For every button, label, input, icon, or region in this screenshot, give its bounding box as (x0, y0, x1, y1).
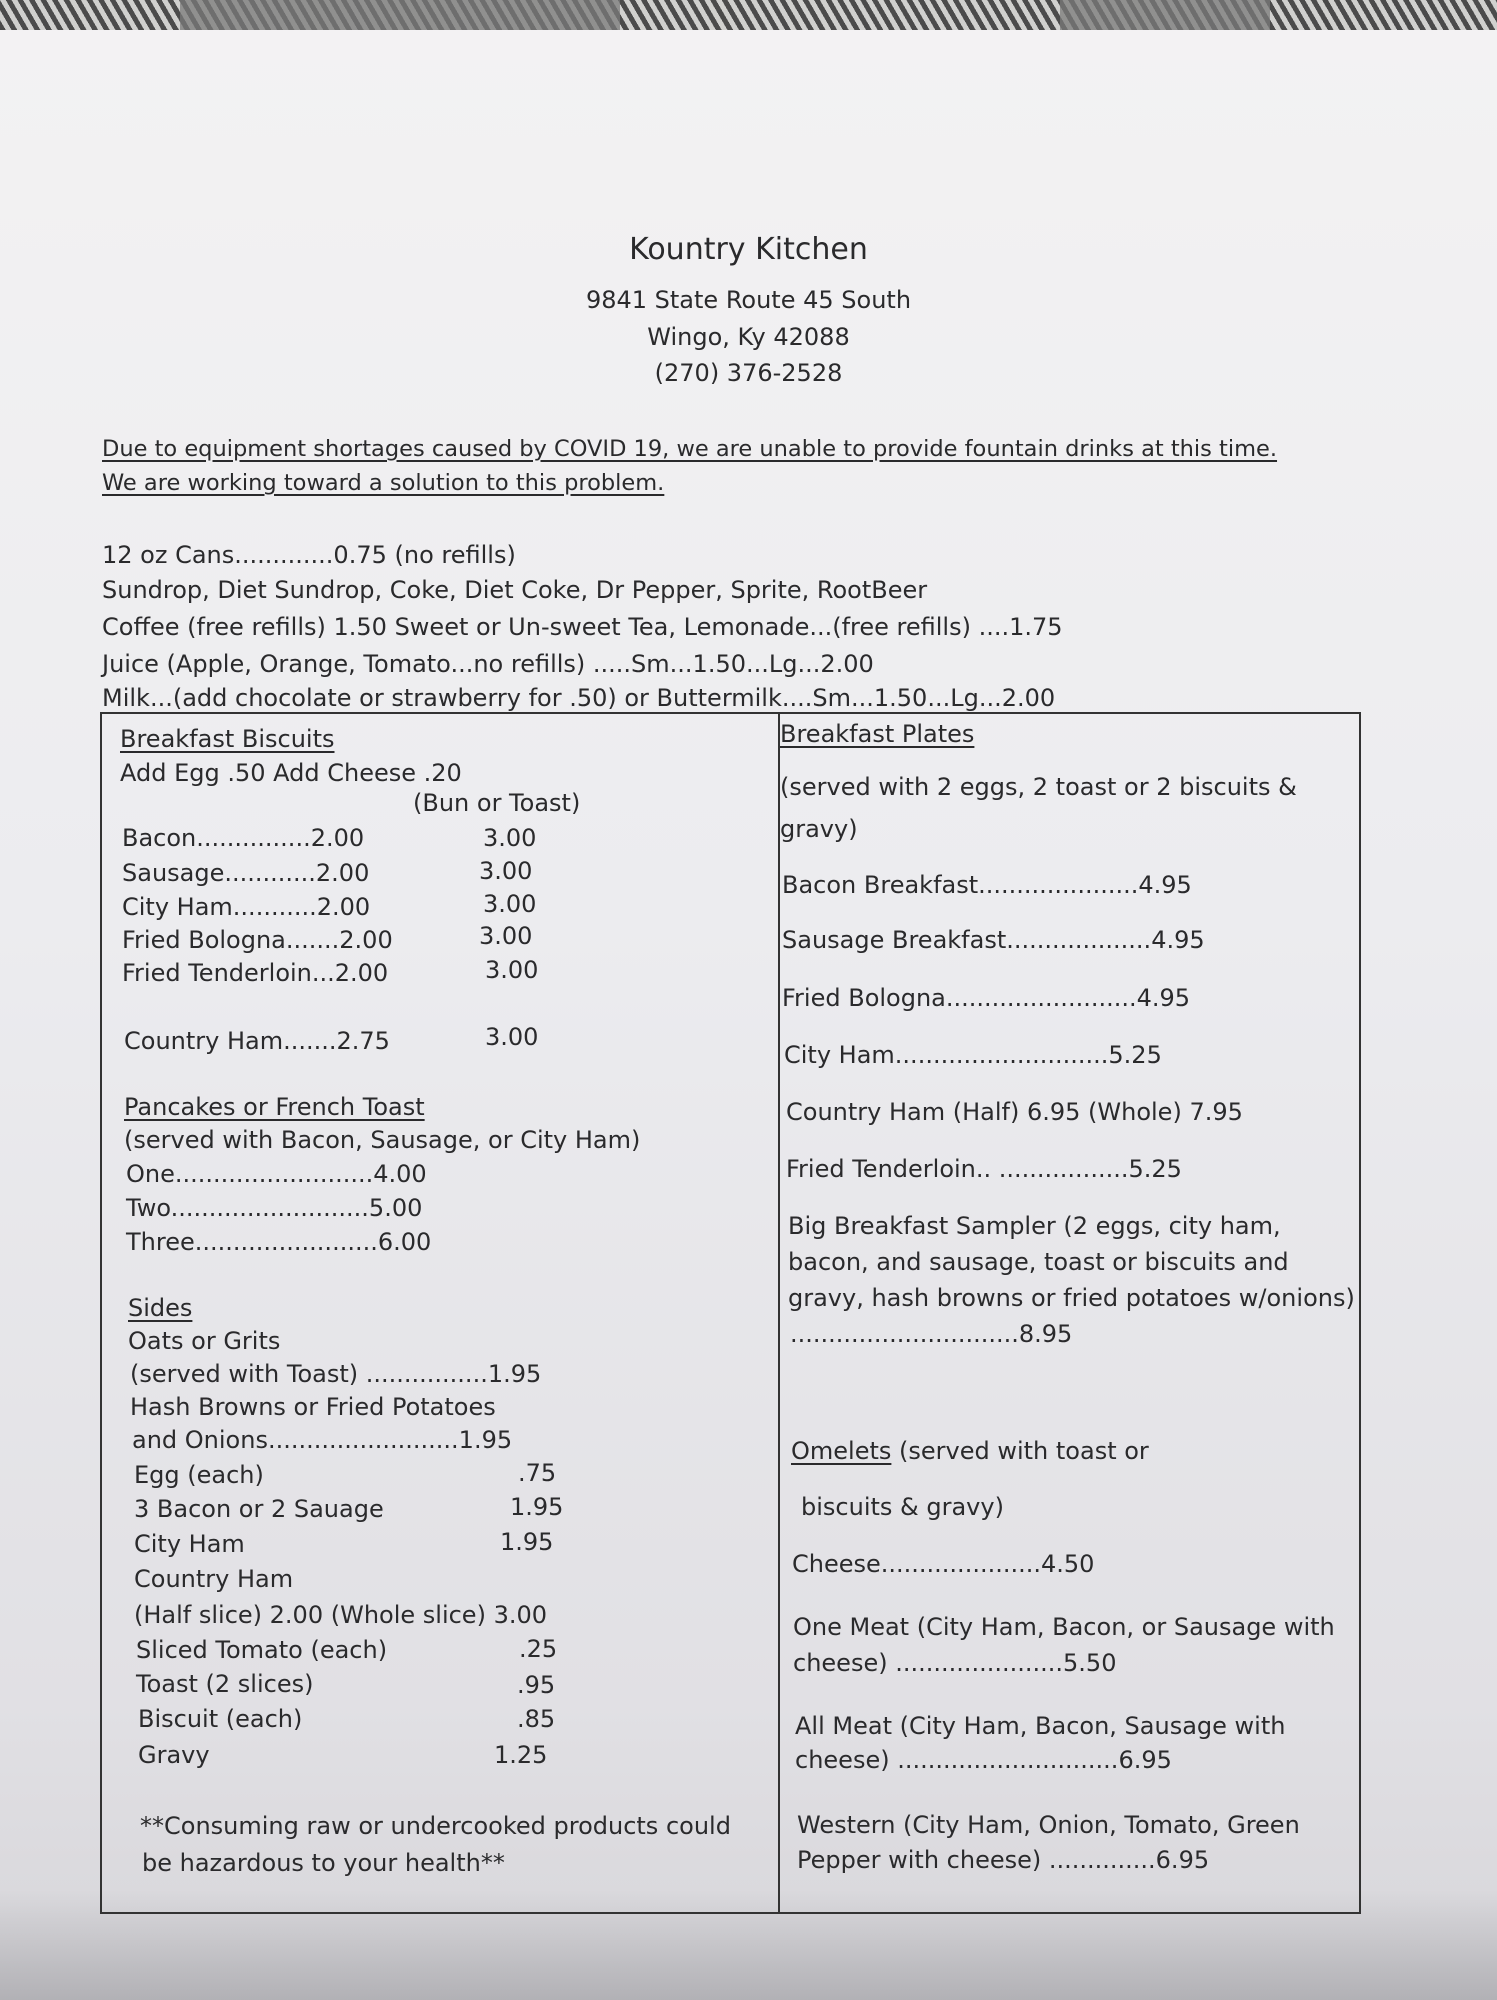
bun-or-toast-label: (Bun or Toast) (413, 789, 581, 817)
biscuit-item-alt-price: 3.00 (483, 890, 537, 918)
sides-line: Biscuit (each) (138, 1705, 303, 1733)
sampler-line2: bacon, and sausage, toast or biscuits and (788, 1248, 1289, 1276)
omelet-western-line1: Western (City Ham, Onion, Tomato, Green (797, 1811, 1300, 1839)
health-warning-line1: **Consuming raw or undercooked products could (140, 1812, 731, 1840)
pancake-item: One..........................4.00 (126, 1160, 427, 1188)
sides-price: .85 (517, 1705, 556, 1733)
breakfast-biscuits-heading: Breakfast Biscuits (120, 725, 335, 753)
sampler-line4: ..............................8.95 (790, 1320, 1073, 1348)
sampler-line3: gravy, hash browns or fried potatoes w/onions) (788, 1284, 1355, 1312)
sides-line: 3 Bacon or 2 Sauage (134, 1495, 384, 1523)
sides-price: 1.25 (494, 1741, 548, 1769)
pancake-item: Three........................6.00 (126, 1228, 432, 1256)
sides-line: Hash Browns or Fried Potatoes (130, 1393, 496, 1421)
street-address: 9841 State Route 45 South (585, 286, 912, 314)
plate-item: Bacon Breakfast.....................4.95 (782, 871, 1192, 899)
biscuit-item-alt-price: 3.00 (479, 922, 533, 950)
drinks-sodas: Sundrop, Diet Sundrop, Coke, Diet Coke, Dr Pepper, Sprite, RootBeer (102, 576, 928, 604)
plate-item: City Ham............................5.25 (784, 1041, 1162, 1069)
sides-line: Egg (each) (134, 1461, 264, 1489)
omelets-heading: Omelets (791, 1437, 892, 1465)
sides-line: Gravy (138, 1741, 210, 1769)
biscuit-item: Fried Bologna.......2.00 (122, 926, 393, 954)
sampler-line1: Big Breakfast Sampler (2 eggs, city ham, (788, 1212, 1281, 1240)
biscuit-item: Fried Tenderloin...2.00 (122, 959, 389, 987)
omelet-one-meat-line2: cheese) ......................5.50 (793, 1649, 1117, 1677)
biscuit-item: City Ham...........2.00 (122, 893, 371, 921)
biscuit-item: Bacon...............2.00 (122, 824, 365, 852)
biscuit-item-alt-price: 3.00 (483, 824, 537, 852)
biscuit-item-alt-price: 3.00 (485, 1023, 539, 1051)
biscuit-item-alt-price: 3.00 (479, 857, 533, 885)
pancakes-heading: Pancakes or French Toast (124, 1093, 425, 1121)
drinks-coffee-tea: Coffee (free refills) 1.50 Sweet or Un-sweet Tea, Lemonade...(free refills) ....1.75 (102, 613, 1063, 641)
omelet-western-line2: Pepper with cheese) ..............6.95 (797, 1846, 1210, 1874)
drinks-cans: 12 oz Cans.............0.75 (no refills) (102, 541, 516, 569)
sides-line: Oats or Grits (128, 1327, 281, 1355)
sides-line: (served with Toast) ................1.95 (130, 1360, 542, 1388)
pancake-item: Two..........................5.00 (126, 1194, 423, 1222)
restaurant-name: Kountry Kitchen (629, 232, 868, 267)
tablecloth-pattern (0, 0, 1497, 30)
health-warning-line2: be hazardous to your health** (142, 1849, 505, 1877)
covid-notice-line2: We are working toward a solution to this problem. (102, 470, 665, 496)
sides-line: Toast (2 slices) (136, 1670, 314, 1698)
sides-line: Country Ham (134, 1565, 294, 1593)
drinks-juice: Juice (Apple, Orange, Tomato...no refills) .....Sm...1.50...Lg...2.00 (102, 650, 874, 678)
omelet-all-meat-line2: cheese) .............................6.95 (795, 1746, 1172, 1774)
plate-item: Sausage Breakfast...................4.95 (782, 926, 1205, 954)
omelets-note-line2: biscuits & gravy) (801, 1493, 1004, 1521)
sides-price: .75 (518, 1459, 557, 1487)
omelets-note-line1: (served with toast or (891, 1437, 1149, 1465)
sides-line: Sliced Tomato (each) (136, 1636, 388, 1664)
omelet-all-meat-line1: All Meat (City Ham, Bacon, Sausage with (795, 1712, 1286, 1740)
sides-price: 1.95 (510, 1493, 564, 1521)
plates-note-line2: gravy) (780, 815, 858, 843)
plate-item: Fried Bologna.........................4.95 (782, 984, 1191, 1012)
sides-heading: Sides (128, 1294, 193, 1322)
plate-item: Country Ham (Half) 6.95 (Whole) 7.95 (786, 1098, 1243, 1126)
sides-line: City Ham (134, 1530, 245, 1558)
biscuit-item: Sausage............2.00 (122, 859, 370, 887)
plates-note-line1: (served with 2 eggs, 2 toast or 2 biscuits & (780, 773, 1297, 801)
biscuit-item: Country Ham.......2.75 (124, 1027, 390, 1055)
covid-notice-line1: Due to equipment shortages caused by COVID 19, we are unable to provide fountain drinks at this time. (102, 436, 1278, 462)
sides-line: (Half slice) 2.00 (Whole slice) 3.00 (134, 1601, 548, 1629)
phone-number: (270) 376-2528 (654, 359, 843, 387)
omelet-one-meat-line1: One Meat (City Ham, Bacon, or Sausage with (793, 1613, 1335, 1641)
pancakes-note: (served with Bacon, Sausage, or City Ham) (124, 1126, 641, 1154)
omelets-heading-row (791, 1436, 1149, 1466)
sides-line: and Onions.........................1.95 (132, 1426, 513, 1454)
sides-price: 1.95 (500, 1528, 554, 1556)
column-divider (778, 712, 780, 1912)
sides-price: .25 (519, 1635, 558, 1663)
drinks-milk: Milk...(add chocolate or strawberry for .50) or Buttermilk....Sm...1.50...Lg...2.00 (102, 684, 1056, 712)
omelet-cheese: Cheese.....................4.50 (792, 1550, 1095, 1578)
plate-item: Fried Tenderloin.. .................5.25 (786, 1155, 1182, 1183)
biscuit-addons: Add Egg .50 Add Cheese .20 (120, 759, 462, 787)
city-address: Wingo, Ky 42088 (647, 323, 850, 351)
sides-price: .95 (517, 1671, 556, 1699)
breakfast-plates-heading: Breakfast Plates (780, 720, 975, 748)
biscuit-item-alt-price: 3.00 (485, 956, 539, 984)
